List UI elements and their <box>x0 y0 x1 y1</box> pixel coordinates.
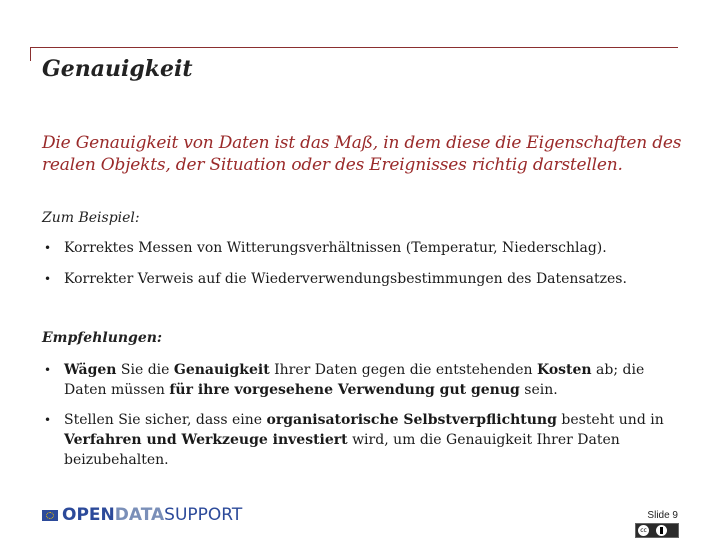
recommendation-text: besteht und in <box>556 412 664 428</box>
logo-open-text: OPEN <box>62 505 115 525</box>
recommendations-heading: Empfehlungen: <box>42 330 163 346</box>
example-item <box>42 269 682 289</box>
cc-icon: cc <box>638 525 649 536</box>
recommendation-emphasis: für ihre vorgesehene Verwendung gut genug <box>169 382 520 398</box>
bullet-icon: • <box>44 363 52 377</box>
recommendation-emphasis: Genauigkeit <box>173 362 270 378</box>
recommendation-emphasis: Verfahren und Werkzeuge investiert <box>64 432 348 448</box>
recommendation-text: Stellen Sie sicher, dass eine <box>64 412 267 428</box>
recommendation-item <box>42 410 682 470</box>
recommendation-emphasis: Wägen <box>64 362 117 378</box>
attribution-icon <box>656 525 667 536</box>
example-heading: Zum Beispiel: <box>42 210 140 226</box>
bullet-icon: • <box>44 272 52 286</box>
example-text: Korrektes Messen von Witterungsverhältnissen (Temperatur, Niederschlag). <box>64 240 607 256</box>
open-data-support-logo <box>42 504 242 526</box>
bullet-icon: • <box>44 413 52 427</box>
intro-text: Die Genauigkeit von Daten ist das Maß, in dem diese die Eigenschaften des realen Objekts, der Situation oder des Ereignisses richtig darstellen. <box>42 133 682 175</box>
slide-title: Genauigkeit <box>42 56 193 82</box>
example-list <box>42 238 682 300</box>
recommendation-text: Sie die <box>116 362 174 378</box>
recommendation-text: wird, um die Genauigkeit Ihrer Daten beizubehalten. <box>64 432 620 468</box>
bullet-icon: • <box>44 241 52 255</box>
recommendation-item <box>42 360 682 400</box>
example-item <box>42 238 682 258</box>
logo-support-text: SUPPORT <box>164 505 243 525</box>
example-text: Korrekter Verweis auf die Wiederverwendungsbestimmungen des Datensatzes. <box>64 271 627 287</box>
recommendation-text: ab; die Daten müssen <box>64 362 645 398</box>
recommendation-emphasis: organisatorische Selbstverpflichtung <box>266 412 557 428</box>
title-frame-line <box>30 47 678 48</box>
eu-flag-icon <box>42 510 58 521</box>
recommendation-list <box>42 360 682 480</box>
slide-number: Slide 9 <box>647 510 678 521</box>
logo-data-text: DATA <box>114 505 165 525</box>
recommendation-emphasis: Kosten <box>536 362 592 378</box>
title-frame-corner <box>30 47 31 61</box>
creative-commons-by-icon <box>635 523 679 538</box>
recommendation-text: sein. <box>519 382 558 398</box>
recommendation-text: Ihrer Daten gegen die entstehenden <box>269 362 537 378</box>
